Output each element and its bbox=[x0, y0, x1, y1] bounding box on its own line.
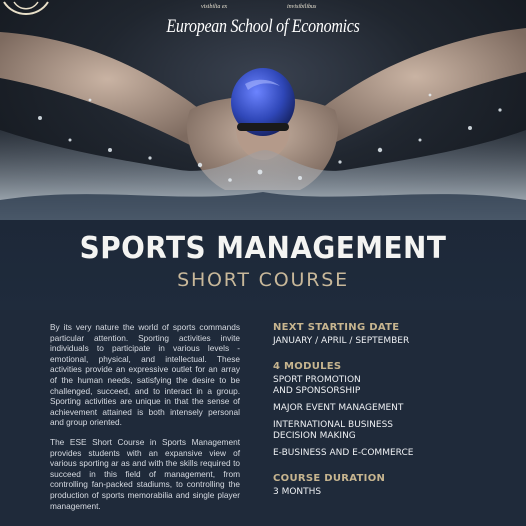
intro-text bbox=[50, 322, 240, 520]
module-item: E-BUSINESS AND E-COMMERCE bbox=[273, 448, 414, 458]
modules-heading: 4 MODULES bbox=[273, 361, 342, 372]
duration-value: 3 MONTHS bbox=[273, 487, 322, 497]
motto-left: visibilia ex bbox=[201, 4, 228, 10]
page-title: SPORTS MANAGEMENT bbox=[79, 231, 447, 266]
start-date-heading: NEXT STARTING DATE bbox=[273, 322, 400, 333]
start-date-value: JANUARY / APRIL / SEPTEMBER bbox=[273, 336, 410, 346]
school-motto bbox=[0, 1, 526, 13]
module-item: SPORT PROMOTION AND SPONSORSHIP bbox=[273, 375, 361, 396]
page-subtitle: SHORT COURSE bbox=[177, 269, 349, 291]
intro-paragraph: By its very nature the world of sports commands particular attention. Sporting activities invite individuals to participate in various levels - emotional, physical, and intellectual. These activities provide an expressive outlet for an array of the human needs, satisfying the desire to be challenged, succeed, and to interact in a group. Sporting activities are unique in that the sense of achievement attained is both intensely personal and group oriented. bbox=[50, 322, 240, 428]
duration-heading: COURSE DURATION bbox=[273, 473, 386, 484]
intro-paragraph: The ESE Short Course in Sports Management provides students with an expansive view of various sporting ar as and with the skills required to succeed in this field of management, from controlling fan-packed stadiums, to controlling the production of sports memorabilia and single player management. bbox=[50, 436, 240, 511]
module-item: MAJOR EVENT MANAGEMENT bbox=[273, 403, 404, 413]
course-details bbox=[273, 322, 513, 498]
module-item: INTERNATIONAL BUSINESS DECISION MAKING bbox=[273, 420, 393, 441]
hero-image bbox=[0, 0, 526, 220]
school-name: European School of Economics bbox=[166, 16, 360, 37]
motto-right: invisibilibus bbox=[287, 4, 317, 10]
